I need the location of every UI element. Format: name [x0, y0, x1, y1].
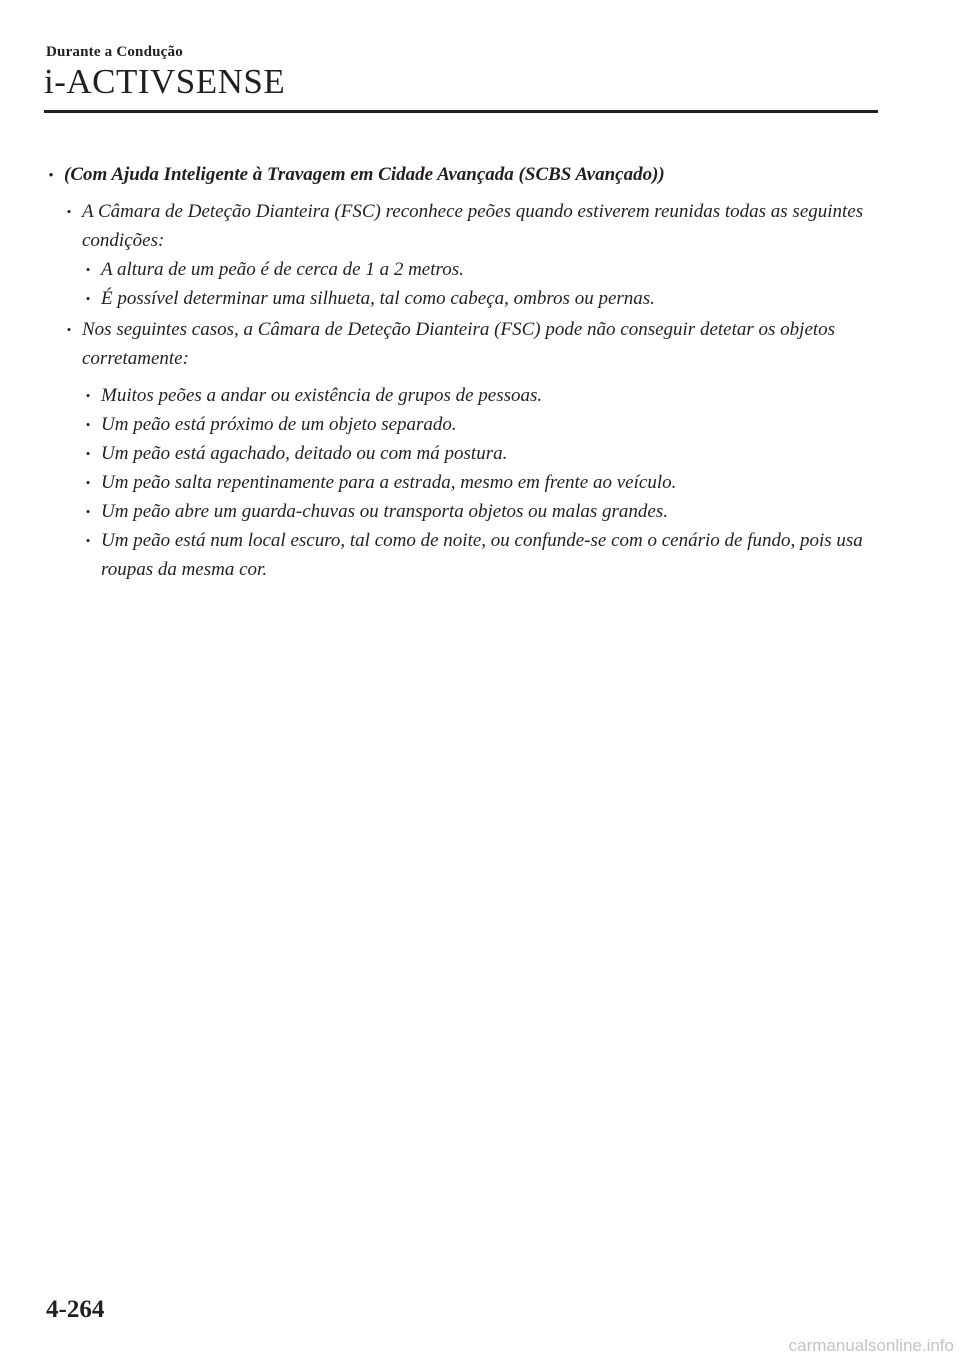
sub-list-item-text: Muitos peões a andar ou existência de grupos de pessoas.	[101, 385, 543, 406]
sub-list-item-text: Um peão está num local escuro, tal como de noite, ou confunde-se com o cenário de fundo, pois usa roupas da mesma cor.	[101, 530, 863, 580]
bullet-icon: •	[48, 167, 54, 182]
chapter-title: i-ACTIVSENSE	[44, 62, 286, 101]
bullet-icon: •	[85, 388, 91, 403]
list-item	[46, 197, 886, 255]
bullet-icon: •	[85, 475, 91, 490]
bullet-icon: •	[85, 446, 91, 461]
sub-list-item	[46, 381, 886, 410]
watermark: carmanualsonline.info	[788, 1336, 954, 1355]
list-item-text: A Câmara de Deteção Dianteira (FSC) reconhece peões quando estiverem reunidas todas as seguintes condições:	[82, 201, 864, 251]
heading-text: (Com Ajuda Inteligente à Travagem em Cidade Avançada (SCBS Avançado))	[64, 164, 665, 185]
sub-list-item	[46, 468, 886, 497]
list-item	[46, 315, 886, 373]
bullet-icon: •	[85, 262, 91, 277]
sub-list-item-text: Um peão abre um guarda-chuvas ou transporta objetos ou malas grandes.	[101, 501, 668, 522]
sub-list-item	[46, 284, 886, 313]
sub-list-item-text: Um peão está próximo de um objeto separado.	[101, 414, 457, 435]
page-number: 4-264	[46, 1296, 105, 1323]
sub-list-item-text: Um peão está agachado, deitado ou com má postura.	[101, 443, 508, 464]
bullet-icon: •	[66, 322, 72, 337]
sub-list-item-text: Um peão salta repentinamente para a estrada, mesmo em frente ao veículo.	[101, 472, 677, 493]
sub-list-item	[46, 526, 886, 584]
section-label: Durante a Condução	[46, 44, 183, 60]
bullet-icon: •	[66, 204, 72, 219]
bullet-icon: •	[85, 291, 91, 306]
bullet-icon: •	[85, 533, 91, 548]
bullet-icon: •	[85, 417, 91, 432]
sub-list-item	[46, 439, 886, 468]
title-rule	[44, 110, 878, 113]
sub-list-item-text: A altura de um peão é de cerca de 1 a 2 metros.	[101, 259, 464, 280]
sub-list-item	[46, 255, 886, 284]
content	[46, 160, 886, 584]
heading-item	[46, 160, 886, 189]
sub-list-item	[46, 497, 886, 526]
sub-list-item	[46, 410, 886, 439]
bullet-icon: •	[85, 504, 91, 519]
list-item-text: Nos seguintes casos, a Câmara de Deteção Dianteira (FSC) pode não conseguir detetar os objetos corretamente:	[82, 319, 836, 369]
sub-list-item-text: É possível determinar uma silhueta, tal como cabeça, ombros ou pernas.	[101, 288, 655, 309]
